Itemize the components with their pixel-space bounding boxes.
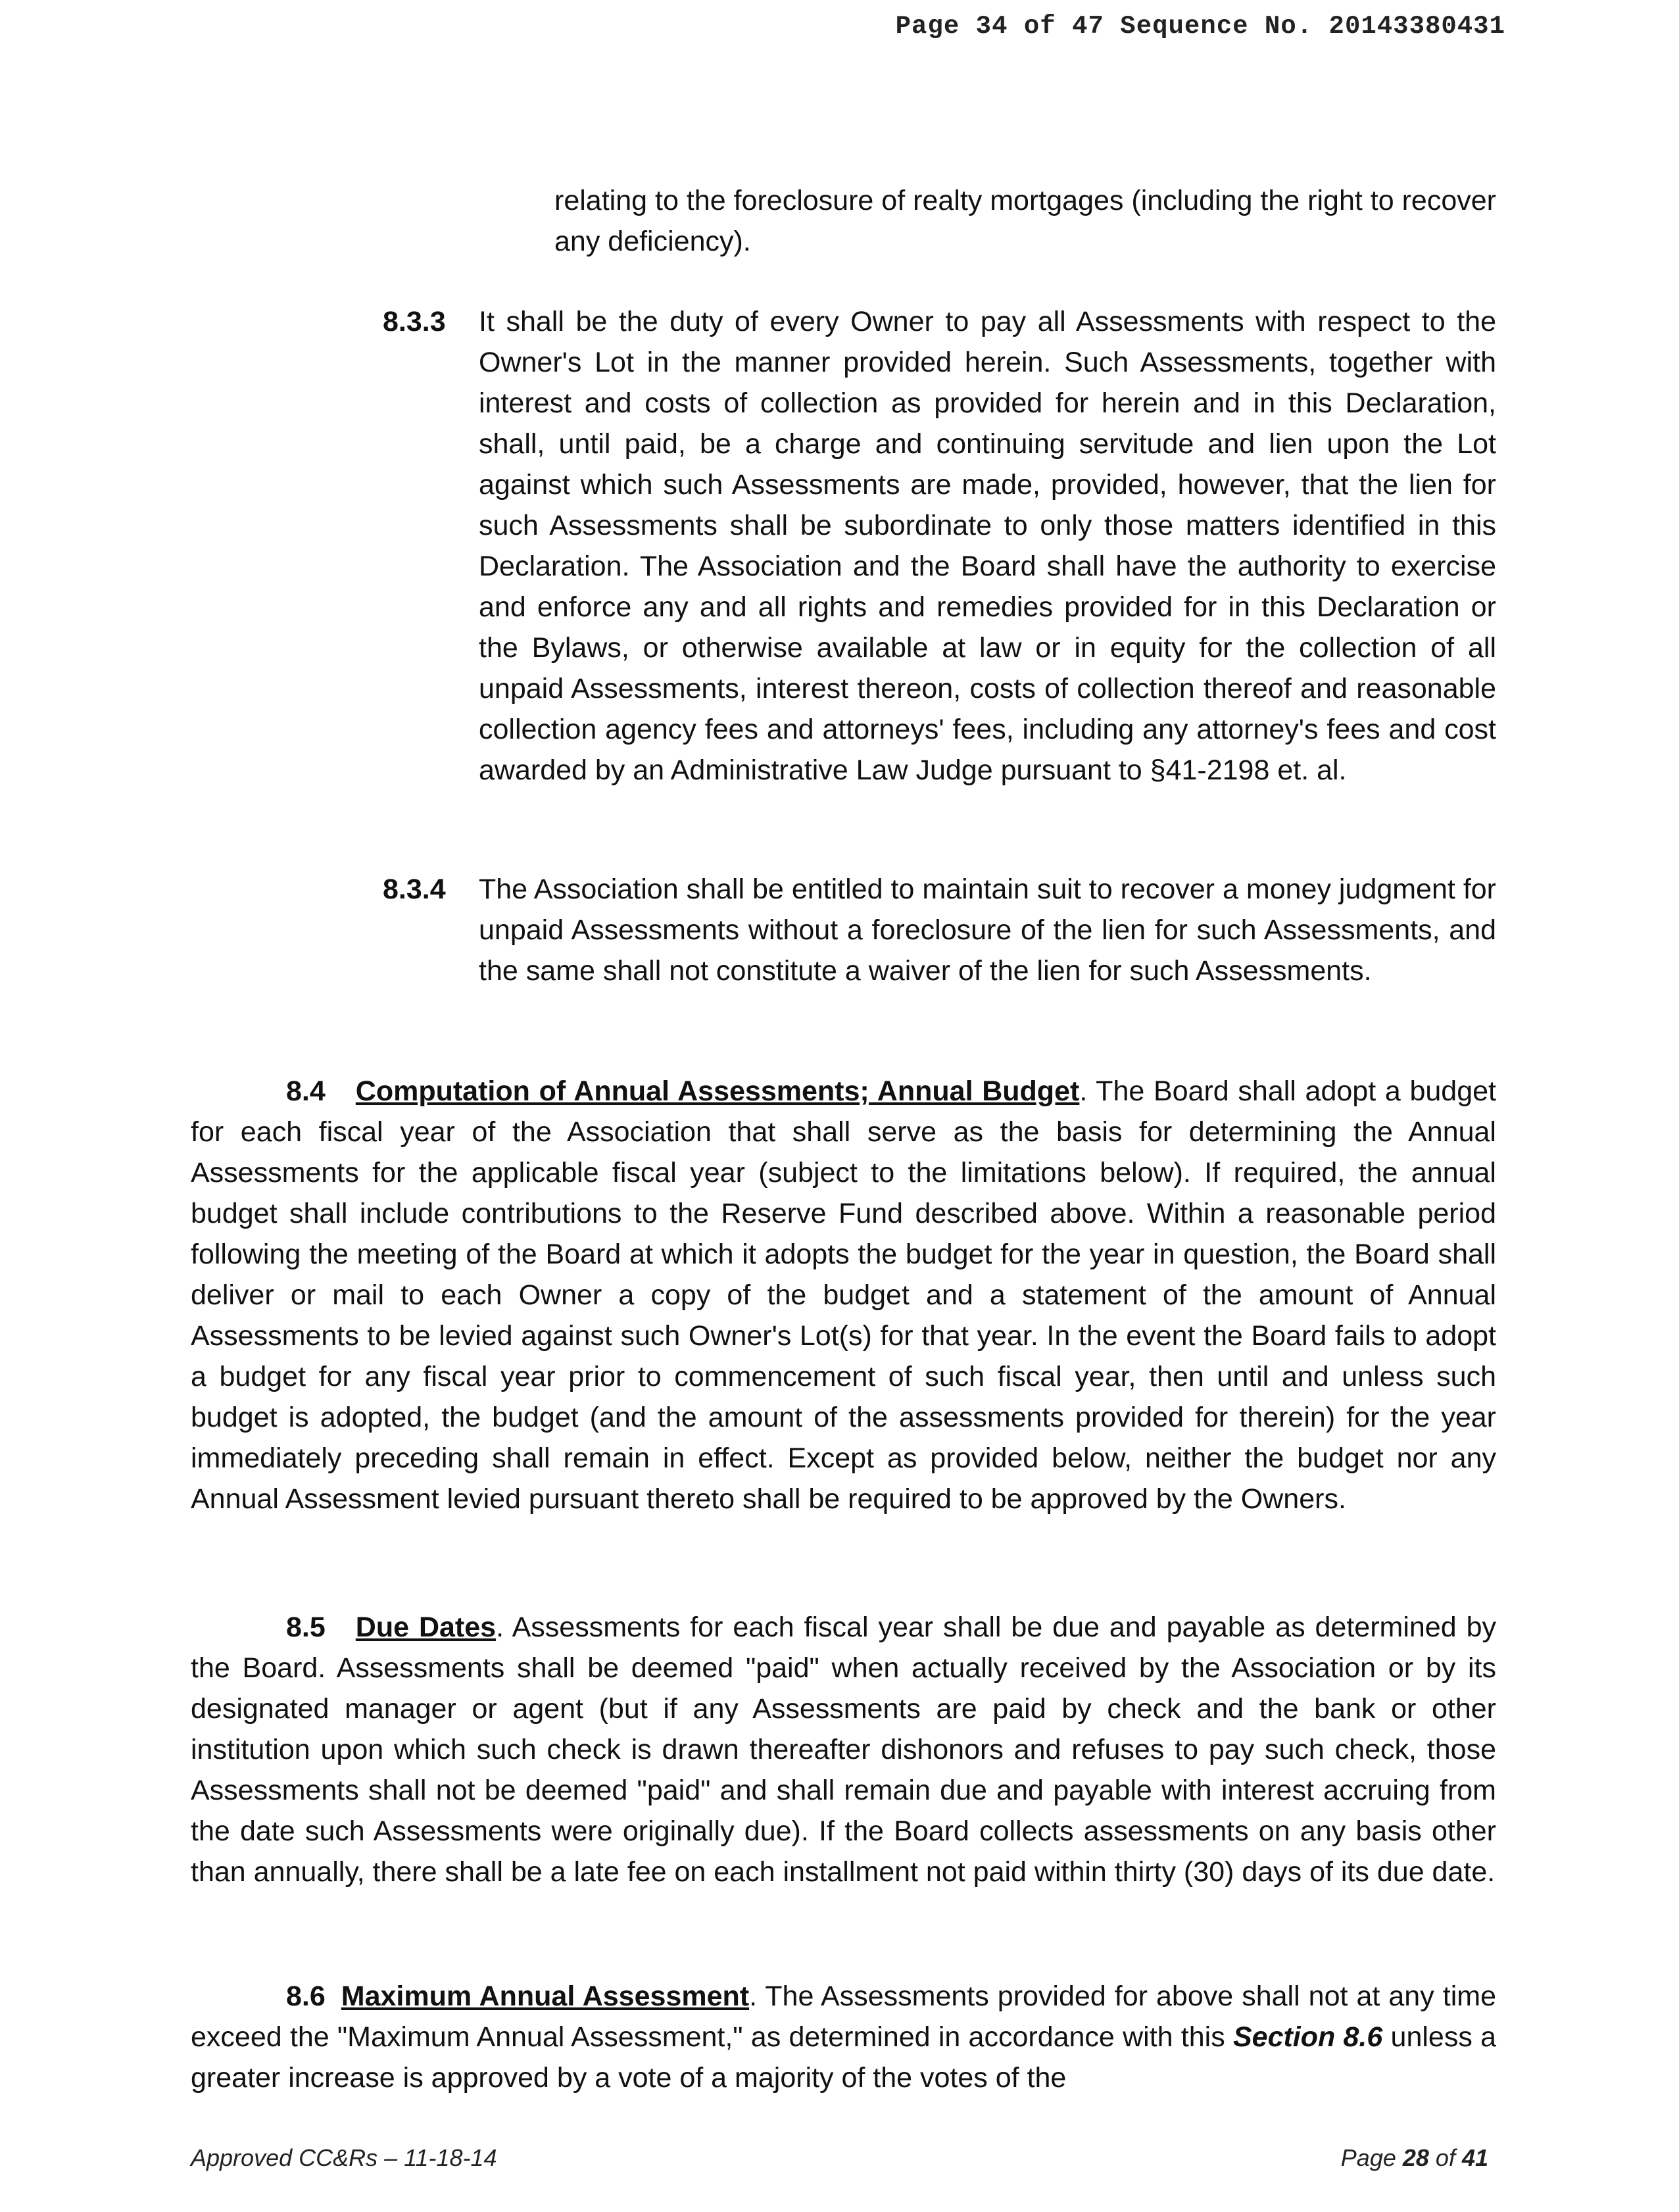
- section-text-continued: unless a greater increase is approved by a vote of a majority of the votes of the: [191, 2021, 1496, 2094]
- section-text: . The Assessments provided for above shall not at any time exceed the "Maximum Annual Assessment," as determined in accordance with this: [191, 1980, 1496, 2053]
- section-number: 8.4: [286, 1075, 326, 1107]
- section-title: Computation of Annual Assessments; Annual Budget: [355, 1075, 1080, 1107]
- section-number: 8.5: [286, 1611, 326, 1643]
- subsection-text: The Association shall be entitled to maintain suit to recover a money judgment for unpaid Assessments without a foreclosure of the lien for such Assessments, and the same shall not constitute a waiver of the lien for such Assessments.: [479, 873, 1496, 987]
- page-sequence-header: Page 34 of 47 Sequence No. 20143380431: [895, 12, 1505, 41]
- footer-of-label: of: [1428, 2144, 1462, 2171]
- section-title: Maximum Annual Assessment: [341, 1980, 750, 2012]
- section-text: . The Board shall adopt a budget for each fiscal year of the Association that shall serve as the basis for determining the Annual Assessments for the applicable fiscal year (subject to the limitations below). If required, the annual budget shall include contributions to the Reserve Fund described above. Within a reasonable period following the meeting of the Board at which it adopts the budget for the year in question, the Board shall deliver or mail to each Owner a copy of the budget and a statement of the amount of Annual Assessments to be levied against such Owner's Lot(s) for that year. In the event the Board fails to adopt a budget for any fiscal year prior to commencement of such fiscal year, then until and unless such budget is adopted, the budget (and the amount of the assessments provided for therein) for the year immediately preceding shall remain in effect. Except as provided below, neither the budget nor any Annual Assessment levied pursuant thereto shall be required to be approved by the Owners.: [191, 1075, 1496, 1515]
- section-text: . Assessments for each fiscal year shall be due and payable as determined by the Board. Assessments shall be deemed "paid" when actually received by the Association or by its designated manager or agent (but if any Assessments are paid by check and the bank or other institution upon which such check is drawn thereafter dishonors and refuses to pay such check, those Assessments shall not be deemed "paid" and shall remain due and payable with interest accruing from the date such Assessments were originally due). If the Board collects assessments on any basis other than annually, there shall be a late fee on each installment not paid within thirty (30) days of its due date.: [191, 1611, 1496, 1888]
- section-number: 8.6: [286, 1980, 326, 2012]
- footer-page-current: 28: [1402, 2144, 1429, 2171]
- continued-paragraph: relating to the foreclosure of realty mortgages (including the right to recover any deficiency).: [554, 185, 1496, 257]
- section-8-4: [191, 1071, 1496, 1519]
- section-8-5: [191, 1607, 1496, 1892]
- subsection-number: 8.3.3: [383, 306, 446, 337]
- footer-page-total: 41: [1461, 2144, 1488, 2171]
- section-title: Due Dates: [355, 1611, 497, 1643]
- footer-document-label: Approved CC&Rs – 11-18-14: [191, 2144, 497, 2171]
- section-reference: Section 8.6: [1232, 2021, 1383, 2053]
- subsection-number: 8.3.4: [383, 873, 446, 905]
- footer-page-number: [1341, 2144, 1488, 2172]
- footer-page-label: Page: [1340, 2144, 1403, 2171]
- subsection-text: It shall be the duty of every Owner to pay all Assessments with respect to the Owner's Lot in the manner provided herein. Such Assessments, together with interest and costs of collection as provided for herein and in this Declaration, shall, until paid, be a charge and continuing servitude and lien upon the Lot against which such Assessments are made, provided, however, that the lien for such Assessments shall be subordinate to only those matters identified in this Declaration. The Association and the Board shall have the authority to exercise and enforce any and all rights and remedies provided for in this Declaration or the Bylaws, or otherwise available at law or in equity for the collection of all unpaid Assessments, interest thereon, costs of collection thereof and reasonable collection agency fees and attorneys' fees, including any attorney's fees and cost awarded by an Administrative Law Judge pursuant to §41-2198 et. al.: [479, 306, 1496, 786]
- section-8-6: [191, 1976, 1496, 2098]
